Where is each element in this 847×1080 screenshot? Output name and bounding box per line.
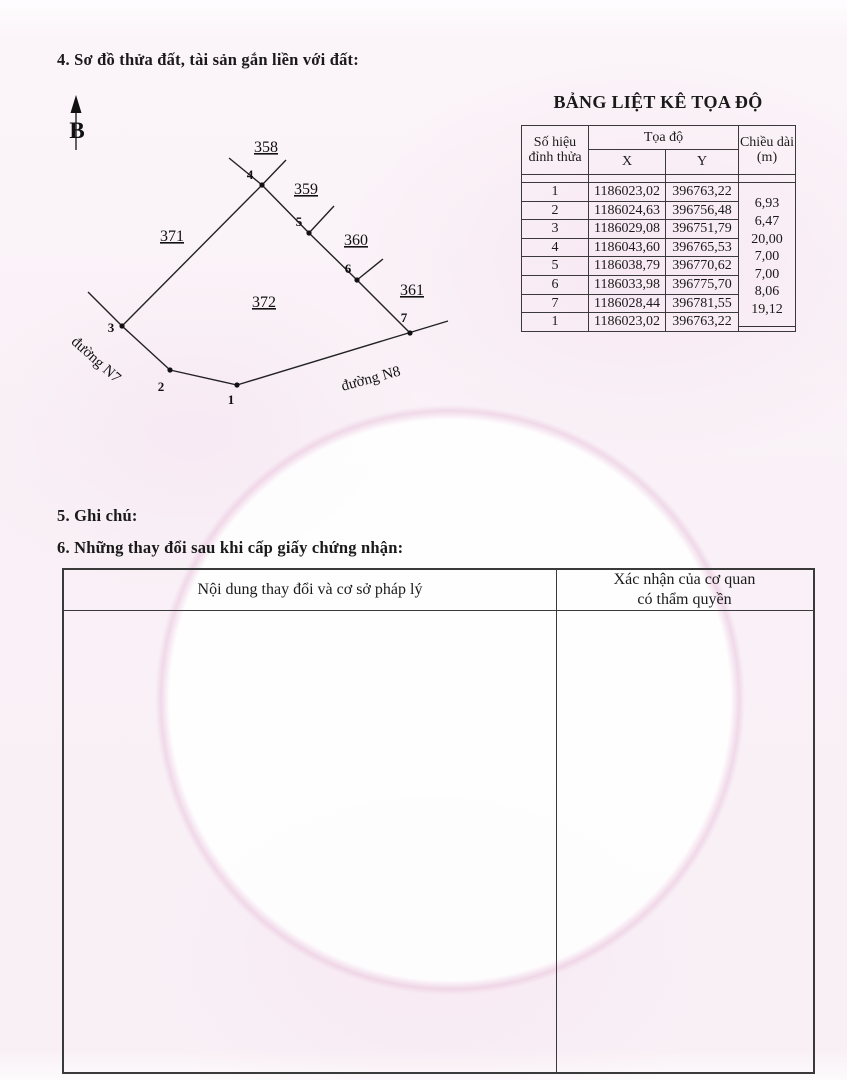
parcel-boundary-lines xyxy=(88,158,448,385)
changes-table xyxy=(62,568,815,1074)
col-header-confirmation: Xác nhận của cơ quan có thẩm quyền xyxy=(613,571,756,608)
section5-title: 5. Ghi chú: xyxy=(57,506,138,525)
col-header-coords: Tọa độ xyxy=(589,126,739,150)
col-header-y: Y xyxy=(666,150,739,175)
north-label: B xyxy=(69,118,85,143)
length-cell xyxy=(739,183,796,332)
vertex-number: 1 xyxy=(227,392,235,407)
road-label-n7: đường N7 xyxy=(67,333,124,387)
y-cell: 396763,22 xyxy=(666,183,739,202)
x-cell: 1186029,08 xyxy=(589,220,666,239)
x-cell: 1186033,98 xyxy=(589,275,666,294)
parcel-sketch xyxy=(50,80,480,444)
x-cell: 1186043,60 xyxy=(589,238,666,257)
y-cell: 396763,22 xyxy=(666,313,739,332)
length-values: 6,93 6,47 20,00 7,00 7,00 8,06 19,12 xyxy=(739,186,795,327)
parcel-label-371: 371 xyxy=(160,228,184,245)
y-cell: 396770,62 xyxy=(666,257,739,276)
vertex-cell: 3 xyxy=(522,220,589,239)
col-header-content: Nội dung thay đổi và cơ sở pháp lý xyxy=(197,581,423,598)
col-header-vertex: Số hiệu đỉnh thửa xyxy=(522,126,589,175)
col-header-x: X xyxy=(589,150,666,175)
coord-table-title: BẢNG LIỆT KÊ TỌA ĐỘ xyxy=(553,92,763,112)
vertex-number: 4 xyxy=(246,167,254,182)
vertex-number: 6 xyxy=(344,261,352,276)
vertex-number: 2 xyxy=(157,379,165,394)
x-cell: 1186023,02 xyxy=(589,183,666,202)
x-cell: 1186024,63 xyxy=(589,201,666,220)
vertex-cell: 7 xyxy=(522,294,589,313)
parcel-label-358: 358 xyxy=(254,139,278,156)
y-cell: 396781,55 xyxy=(666,294,739,313)
col-header-length: Chiều dài (m) xyxy=(739,126,796,175)
road-label-n8: đường N8 xyxy=(339,363,403,395)
vertex-number: 3 xyxy=(107,320,115,335)
x-cell: 1186023,02 xyxy=(589,313,666,332)
table-row xyxy=(522,183,796,202)
x-cell: 1186038,79 xyxy=(589,257,666,276)
y-cell: 396751,79 xyxy=(666,220,739,239)
parcel-label-360: 360 xyxy=(344,232,368,249)
parcel-label-372: 372 xyxy=(252,294,276,311)
column-divider xyxy=(556,570,557,1072)
section4-title: 4. Sơ đồ thửa đất, tài sản gắn liền với đất: xyxy=(57,50,359,69)
coordinate-table xyxy=(521,125,796,332)
vertex-cell: 1 xyxy=(522,183,589,202)
vertex-number: 7 xyxy=(400,310,408,325)
vertex-cell: 1 xyxy=(522,313,589,332)
y-cell: 396756,48 xyxy=(666,201,739,220)
vertex-cell: 4 xyxy=(522,238,589,257)
vertex-cell: 2 xyxy=(522,201,589,220)
vertex-cell: 6 xyxy=(522,275,589,294)
parcel-label-359: 359 xyxy=(294,181,318,198)
section6-title: 6. Những thay đổi sau khi cấp giấy chứng nhận: xyxy=(57,538,404,557)
vertex-cell: 5 xyxy=(522,257,589,276)
spacer-row xyxy=(522,175,796,183)
x-cell: 1186028,44 xyxy=(589,294,666,313)
y-cell: 396775,70 xyxy=(666,275,739,294)
vertex-number: 5 xyxy=(295,214,303,229)
north-arrow-icon xyxy=(69,95,84,150)
y-cell: 396765,53 xyxy=(666,238,739,257)
changes-table-header xyxy=(64,570,813,611)
parcel-label-361: 361 xyxy=(400,282,424,299)
